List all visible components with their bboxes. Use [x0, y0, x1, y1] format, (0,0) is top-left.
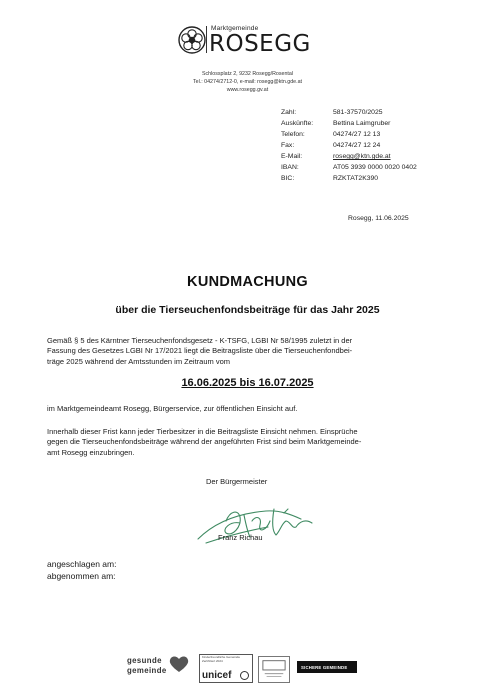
info-label: IBAN: — [281, 164, 299, 171]
info-value: 581-37570/2025 — [333, 109, 383, 116]
paragraph-line: amt Rosegg einzubringen. — [47, 447, 135, 457]
info-row — [281, 140, 417, 151]
award-badge-icon — [258, 656, 290, 683]
signatory-name: Franz Richau — [218, 533, 263, 542]
logo-text-line: gemeinde — [127, 665, 167, 675]
paragraph-line: Fassung des Gesetzes LGBI Nr 17/2021 liegt die Beitragsliste über die Tierseuchenfondbei- — [47, 346, 353, 356]
info-label: Telefon: — [281, 131, 305, 138]
unicef-caption: Kinderfreundliche Gemeinde Zertifiziert 2024 — [202, 655, 241, 663]
letterhead-divider — [206, 26, 207, 53]
letterhead-small-label: Marktgemeinde — [211, 25, 259, 32]
info-label: Auskünfte: — [281, 120, 314, 127]
address-line-street: Schlossplatz 2, 9232 Rosegg/Rosental — [202, 71, 293, 77]
info-row — [281, 129, 417, 140]
paragraph-line: gegen die Tierseuchenfondsbeiträge während der angeführten Frist sind beim Marktgemeinde- — [47, 437, 362, 447]
address-line-web: www.rosegg.gv.at — [226, 87, 269, 93]
letterhead-name: ROSEGG — [209, 31, 311, 57]
removed-on-label: abgenommen am: — [47, 570, 116, 581]
logo-text-line: gesunde — [127, 656, 162, 665]
info-value: RZKTAT2K390 — [333, 175, 379, 182]
info-row — [281, 118, 417, 129]
info-label: E-Mail: — [281, 153, 303, 160]
info-value: Bettina Laimgruber — [333, 120, 391, 127]
unicef-logo — [199, 654, 253, 683]
inspection-period: 16.06.2025 bis 16.07.2025 — [181, 377, 314, 389]
paragraph-line: Innerhalb dieser Frist kann jeder Tierbesitzer in die Beitragsliste Einsicht nehmen. Einsprüche — [47, 427, 358, 436]
paragraph-line: im Marktgemeindeamt Rosegg, Bürgerservice, zur öffentlichen Einsicht auf. — [47, 404, 298, 413]
paragraph-intro — [47, 336, 447, 367]
paragraph-location — [47, 404, 447, 414]
info-row — [281, 107, 417, 118]
info-row — [281, 151, 417, 162]
document-title: KUNDMACHUNG — [187, 274, 308, 290]
email-link[interactable]: rosegg@ktn.gde.at — [333, 153, 391, 160]
reference-info-block — [281, 107, 417, 184]
posted-on-label: angeschlagen am: — [47, 559, 117, 569]
info-value: 04274/27 12 13 — [333, 131, 381, 138]
handwritten-signature-icon — [196, 491, 321, 553]
signatory-title: Der Bürgermeister — [206, 477, 268, 486]
info-row — [281, 173, 417, 184]
info-value: AT05 3939 0000 0020 0402 — [333, 164, 417, 171]
unicef-wordmark: unicef — [202, 670, 232, 681]
info-label: BIC: — [281, 175, 295, 182]
rose-crest-icon — [178, 26, 206, 54]
info-label: Fax: — [281, 142, 295, 149]
info-row — [281, 162, 417, 173]
paragraph-line: Gemäß § 5 des Kärntner Tierseuchenfondsgesetz - K-TSFG, LGBI Nr 58/1995 zuletzt in der — [47, 336, 353, 345]
sichere-gemeinde-logo — [297, 661, 357, 673]
address-line-contact: Tel.: 04274/2712-0, e-mail: rosegg@ktn.gde.at — [192, 79, 303, 85]
document-subtitle: über die Tierseuchenfondsbeiträge für das Jahr 2025 — [115, 304, 380, 316]
globe-icon — [240, 671, 249, 680]
info-label: Zahl: — [281, 109, 297, 116]
document-date: Rosegg, 11.06.2025 — [348, 215, 409, 222]
heart-icon — [168, 655, 190, 673]
sichere-gemeinde-label: SICHERE GEMEINDE — [301, 664, 348, 670]
paragraph-line: träge 2025 während der Amtsstunden im Zeitraum vom — [47, 356, 231, 366]
posting-record — [47, 559, 116, 582]
info-value: 04274/27 12 24 — [333, 142, 381, 149]
paragraph-objection — [47, 427, 447, 458]
